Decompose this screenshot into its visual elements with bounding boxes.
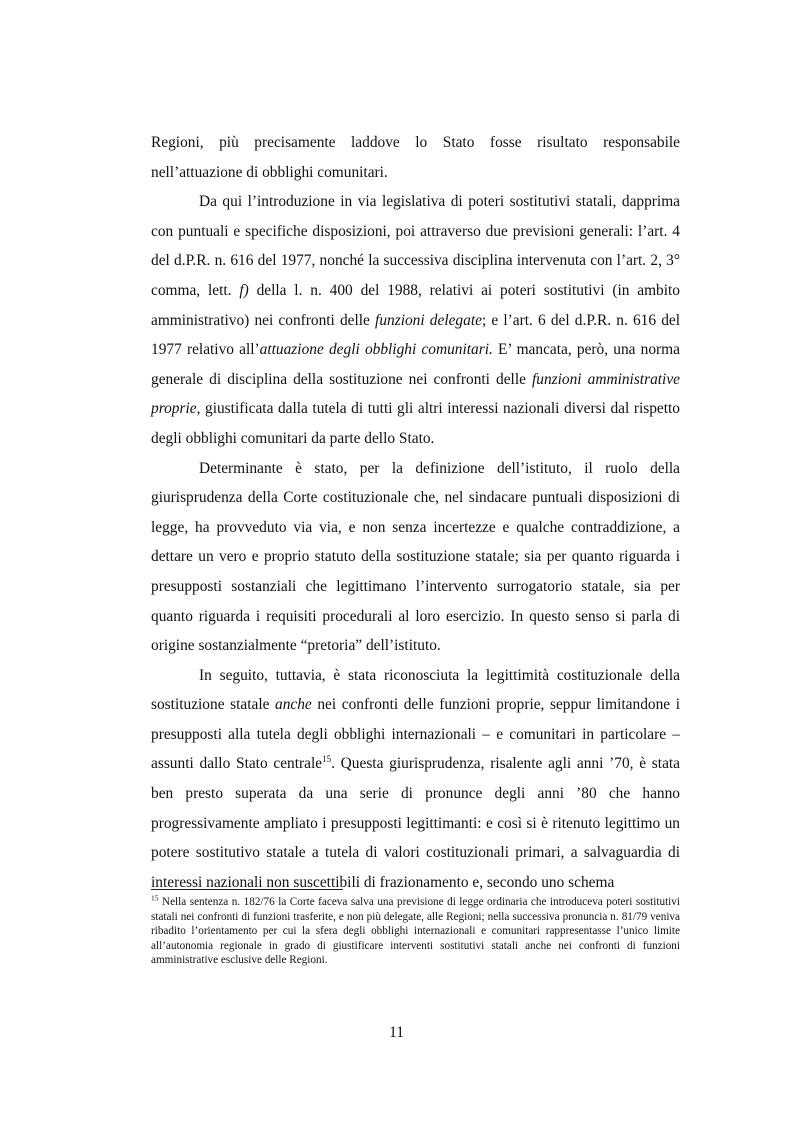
text-run: . Questa giurisprudenza, risalente agli anni ’70, è stata ben presto superata da una serie di pronunce degli anni ’80 che hanno progressivamente ampliato i presupposti legittimanti: e così si è ritenuto legittimo un potere sostitutivo statale a tutela di valori costituzionali primari, a salvaguardia di interessi nazionali non suscettibili di frazionamento e, secondo uno schema xyxy=(151,755,681,891)
footnote-reference: 15 xyxy=(322,754,332,765)
text-run: Da qui l’introduzione in via legislativa di poteri sostitutivi statali, dapprima con puntuali e specifiche disposizioni, poi attraverso due previsioni generali: l’art. 4 del d.P.R. n. 616 del 1977, nonché la successiva disciplina intervenuta con l’art. 2, 3° comma, lett. xyxy=(151,193,680,299)
paragraph-3 xyxy=(151,454,680,661)
footnote-text: Nella sentenza n. 182/76 la Corte faceva salva una previsione di legge ordinaria che introduceva poteri sostitutivi statali nei confronti di funzioni trasferite, e non più delegate, alle Regioni; nella successiva pronuncia n. 81/79 veniva ribadito l’orientamento per cui la sfera degli obblighi internazionali e comunitari rappresentasse l’unico limite all’autonomia regionale in grado di giustificare interventi sostitutivi statali anche nei confronti di funzioni amministrative esclusive delle Regioni. xyxy=(151,896,680,967)
text-run: , giustificata dalla tutela di tutti gli altri interessi nazionali diversi dal rispetto degli obblighi comunitari da parte dello Stato. xyxy=(151,400,680,447)
italic-text: funzioni delegate xyxy=(375,311,482,329)
footnote xyxy=(151,895,680,968)
italic-text: funzioni amministrative proprie xyxy=(151,370,680,418)
text-run: E’ mancata, però, una norma generale di disciplina della sostituzione nei confronti delle xyxy=(151,341,680,388)
paragraph-4 xyxy=(151,661,680,898)
text-run: In seguito, tuttavia, è stata riconosciuta la legittimità costituzionale della sostituzione statale xyxy=(151,666,680,714)
text-run: Regioni, più precisamente laddove lo Stato fosse risultato responsabile nell’attuazione di obblighi comunitari. xyxy=(151,134,680,181)
text-run: Determinante è stato, per la definizione dell’istituto, il ruolo della giurisprudenza della Corte costituzionale che, nel sindacare puntuali disposizioni di legge, ha provveduto via via, e non senza incertezze e qualche contraddizione, a dettare un vero e proprio statuto della sostituzione statale; sia per quanto riguarda i presupposti sostanziali che legittimano l’intervento surrogatorio statale, sia per quanto riguarda i requisiti procedurali al loro esercizio. In questo senso si parla di origine sostanzialmente “pretoria” dell’istituto. xyxy=(151,459,680,655)
text-run: della l. n. 400 del 1988, relativi ai poteri sostitutivi (in ambito amministrativo) nei confronti delle xyxy=(151,281,680,329)
italic-text: f) xyxy=(239,281,249,299)
page-number: 11 xyxy=(389,1024,404,1041)
italic-text: attuazione degli obblighi comunitari. xyxy=(259,341,493,359)
text-run: nei confronti delle funzioni proprie, seppur limitandone i presupposti alla tutela degli obblighi internazionali – e comunitari in particolare – assunti dallo Stato centrale xyxy=(151,696,680,773)
paragraph-2 xyxy=(151,187,680,453)
paragraph-1 xyxy=(151,128,680,187)
text-run: ; e l’art. 6 del d.P.R. n. 616 del 1977 relativo all’ xyxy=(151,311,681,359)
footnote-marker: 15 xyxy=(151,893,159,903)
footnote-separator xyxy=(151,889,343,890)
italic-text: anche xyxy=(275,696,312,714)
footnote-15 xyxy=(151,895,680,968)
body-text xyxy=(151,128,680,897)
